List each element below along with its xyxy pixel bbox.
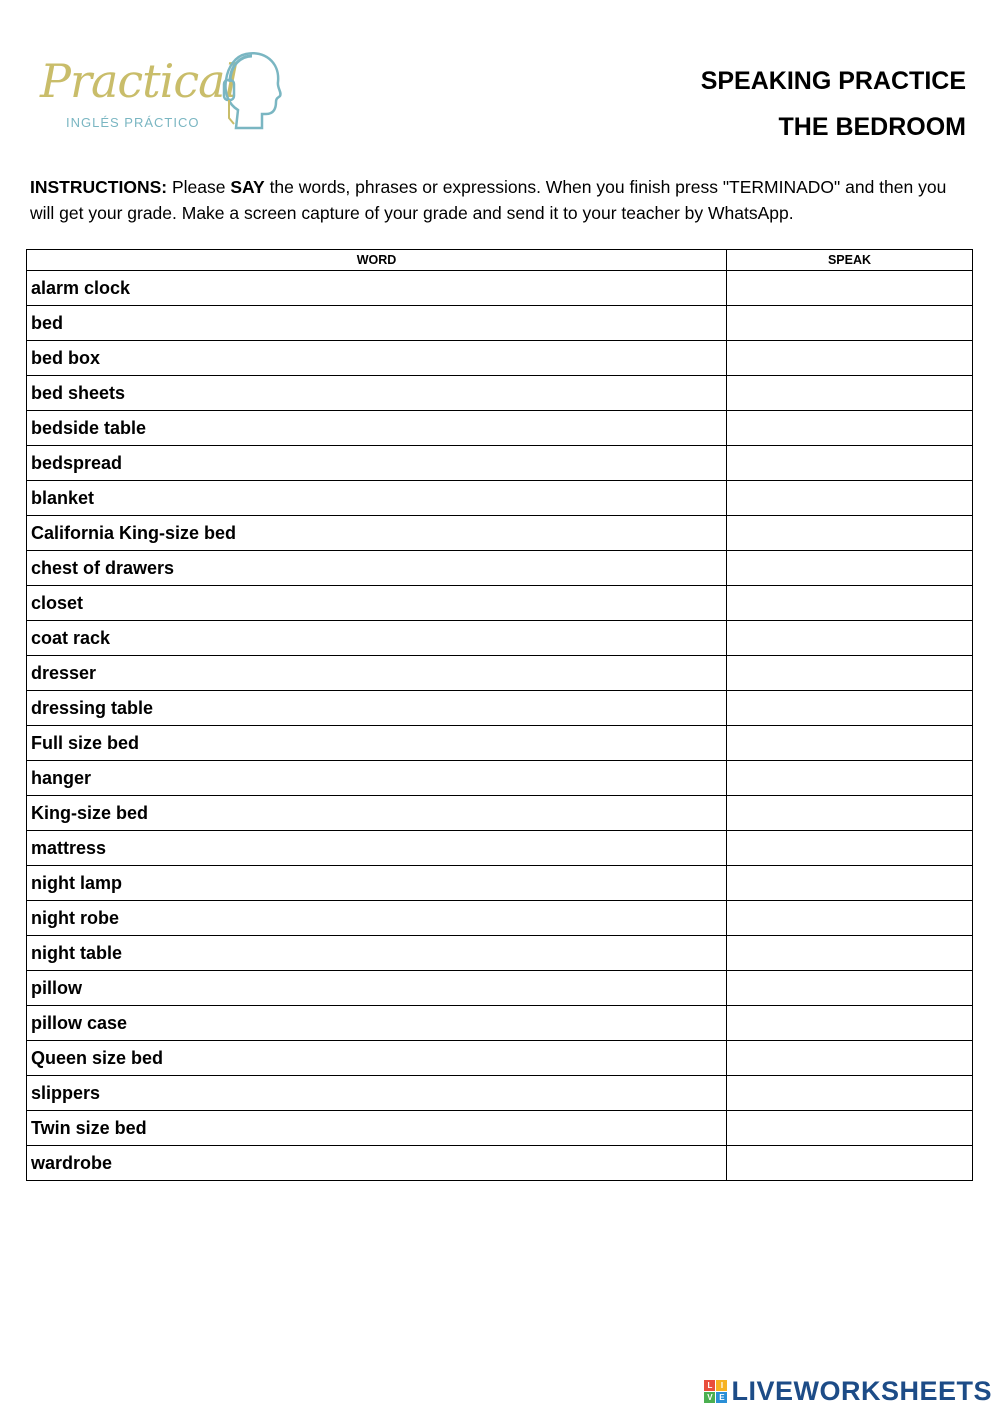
liveworksheets-boxes-icon [704,1380,727,1403]
word-cell: bed sheets [27,376,727,411]
speak-button-cell[interactable] [727,516,973,551]
table-row [27,411,973,446]
word-cell: bedside table [27,411,727,446]
table-row [27,1076,973,1111]
speak-button-cell[interactable] [727,306,973,341]
speak-button-cell[interactable] [727,691,973,726]
table-row [27,271,973,306]
table-row [27,656,973,691]
table-row [27,796,973,831]
speak-button-cell[interactable] [727,936,973,971]
logo-box-l: L [704,1380,715,1391]
speak-button-cell[interactable] [727,761,973,796]
speak-button-cell[interactable] [727,446,973,481]
table-row [27,936,973,971]
speak-button-cell[interactable] [727,411,973,446]
liveworksheets-logo [704,1376,992,1407]
speak-button-cell[interactable] [727,376,973,411]
speak-button-cell[interactable] [727,726,973,761]
speak-button-cell[interactable] [727,1006,973,1041]
word-cell: bed [27,306,727,341]
instructions-label: INSTRUCTIONS: [30,177,168,197]
speak-button-cell[interactable] [727,341,973,376]
speak-button-cell[interactable] [727,831,973,866]
word-cell: California King-size bed [27,516,727,551]
speak-button-cell[interactable] [727,1111,973,1146]
table-row [27,971,973,1006]
logo-box-i: I [716,1380,727,1391]
word-cell: coat rack [27,621,727,656]
word-cell: slippers [27,1076,727,1111]
table-row [27,901,973,936]
word-cell: pillow case [27,1006,727,1041]
table-row [27,761,973,796]
table-row [27,691,973,726]
word-cell: dresser [27,656,727,691]
speak-button-cell[interactable] [727,1076,973,1111]
speak-button-cell[interactable] [727,621,973,656]
word-cell: pillow [27,971,727,1006]
speak-button-cell[interactable] [727,1146,973,1181]
word-cell: alarm clock [27,271,727,306]
word-cell: blanket [27,481,727,516]
table-row [27,551,973,586]
table-header-row [27,250,973,271]
table-row [27,866,973,901]
word-cell: dressing table [27,691,727,726]
word-cell: wardrobe [27,1146,727,1181]
speak-button-cell[interactable] [727,1041,973,1076]
word-cell: hanger [27,761,727,796]
word-cell: King-size bed [27,796,727,831]
word-cell: Full size bed [27,726,727,761]
speak-button-cell[interactable] [727,586,973,621]
practical-logo [40,48,290,138]
speak-button-cell[interactable] [727,656,973,691]
word-cell: Queen size bed [27,1041,727,1076]
word-cell: Twin size bed [27,1111,727,1146]
worksheet-titles [701,58,966,150]
speak-button-cell[interactable] [727,481,973,516]
table-row [27,1041,973,1076]
vocabulary-table [26,249,973,1181]
instructions-emphasis: SAY [230,177,265,197]
table-row [27,446,973,481]
speak-button-cell[interactable] [727,551,973,586]
title-speaking-practice: SPEAKING PRACTICE [700,67,966,95]
logo-box-e: E [716,1392,727,1403]
word-cell: mattress [27,831,727,866]
table-row [27,481,973,516]
word-cell: closet [27,586,727,621]
logo-box-v: V [704,1392,715,1403]
logo-script-text: Practical [40,54,239,108]
instructions-part1: Please [167,177,231,197]
speak-button-cell[interactable] [727,796,973,831]
logo-subtitle: INGLÉS PRÁCTICO [66,115,200,130]
table-row [27,306,973,341]
table-row [27,376,973,411]
title-the-bedroom: THE BEDROOM [778,113,966,141]
head-with-headphones-icon [216,48,286,132]
word-cell: night table [27,936,727,971]
speak-button-cell[interactable] [727,866,973,901]
table-row [27,1146,973,1181]
word-cell: bed box [27,341,727,376]
column-header-speak: SPEAK [727,250,973,271]
column-header-word: WORD [27,250,727,271]
word-cell: night robe [27,901,727,936]
table-row [27,831,973,866]
liveworksheets-brand: LIVEWORKSHEETS [731,1376,992,1406]
table-row [27,1111,973,1146]
table-row [27,341,973,376]
word-cell: chest of drawers [27,551,727,586]
table-row [27,726,973,761]
speak-button-cell[interactable] [727,271,973,306]
word-cell: bedspread [27,446,727,481]
table-row [27,621,973,656]
speak-button-cell[interactable] [727,971,973,1006]
table-row [27,1006,973,1041]
speak-button-cell[interactable] [727,901,973,936]
instructions-part2: the words, phrases or expressions. When you finish press "TERMINADO" and then you will get your grade. Make a screen capture of your grade and send it to your teacher by WhatsApp. [30,177,947,223]
table-row [27,516,973,551]
table-row [27,586,973,621]
instructions-text [30,174,970,226]
word-cell: night lamp [27,866,727,901]
